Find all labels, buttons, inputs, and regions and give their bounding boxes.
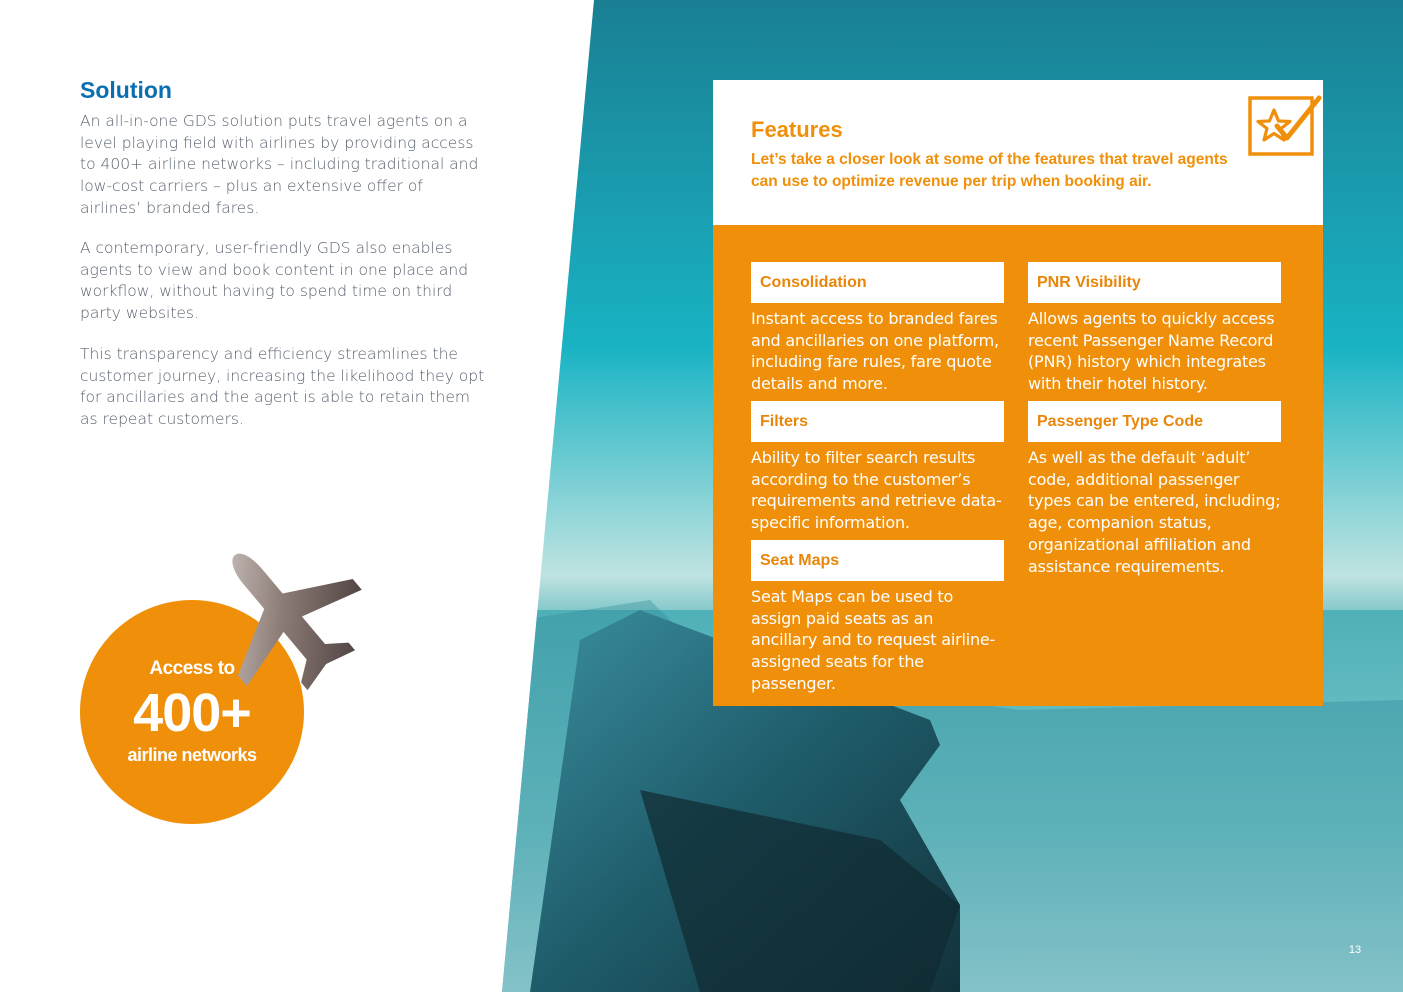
solution-paragraph-1: An all-in-one GDS solution puts travel agents on a level playing field with airlines by providing access to 400+ airline networks – including traditional and low-cost carriers – plus an extensive offer of airlines’ branded fares. [80, 112, 479, 217]
features-header [713, 80, 1323, 225]
page-number: 13 [1348, 944, 1362, 956]
star-check-icon [1247, 94, 1323, 158]
features-intro: Let’s take a closer look at some of the features that travel agents can use to optimize revenue per trip when booking air. [751, 151, 1228, 190]
features-card [713, 80, 1323, 706]
stat-number: 400+ [133, 683, 251, 743]
feature-heading-filters: Filters [751, 401, 1004, 442]
feature-heading-passenger-type-code: Passenger Type Code [1028, 401, 1281, 442]
solution-paragraph-2: A contemporary, user-friendly GDS also enables agents to view and book content in one place and workflow, without having to spend time on third party websites. [80, 239, 469, 323]
feature-heading-pnr-visibility: PNR Visibility [1028, 262, 1281, 303]
feature-text-passenger-type-code: As well as the default ‘adult’ code, additional passenger types can be entered, including; age, companion status, organizational affiliation and assistance requirements. [1028, 448, 1281, 576]
stat-label-bottom: airline networks [127, 745, 257, 765]
features-body [713, 225, 1323, 706]
feature-text-seat-maps: Seat Maps can be used to assign paid seats as an ancillary and to request airline-assigned seats for the passenger. [751, 587, 996, 693]
feature-text-consolidation: Instant access to branded fares and ancillaries on one platform, including fare rules, fare quote details and more. [751, 309, 999, 394]
solution-paragraph-3: This transparency and efficiency streamlines the customer journey, increasing the likelihood they opt for ancillaries and the agent is able to retain them as repeat customers. [80, 345, 485, 429]
solution-heading: Solution [80, 77, 172, 103]
feature-heading-seat-maps: Seat Maps [751, 540, 1004, 581]
stat-label-top: Access to [149, 658, 235, 679]
feature-heading-consolidation: Consolidation [751, 262, 1004, 303]
feature-text-pnr-visibility: Allows agents to quickly access recent Passenger Name Record (PNR) history which integrates with their hotel history. [1028, 309, 1275, 394]
features-heading: Features [751, 117, 843, 142]
feature-text-filters: Ability to filter search results according to the customer’s requirements and retrieve data-specific information. [751, 448, 1002, 533]
